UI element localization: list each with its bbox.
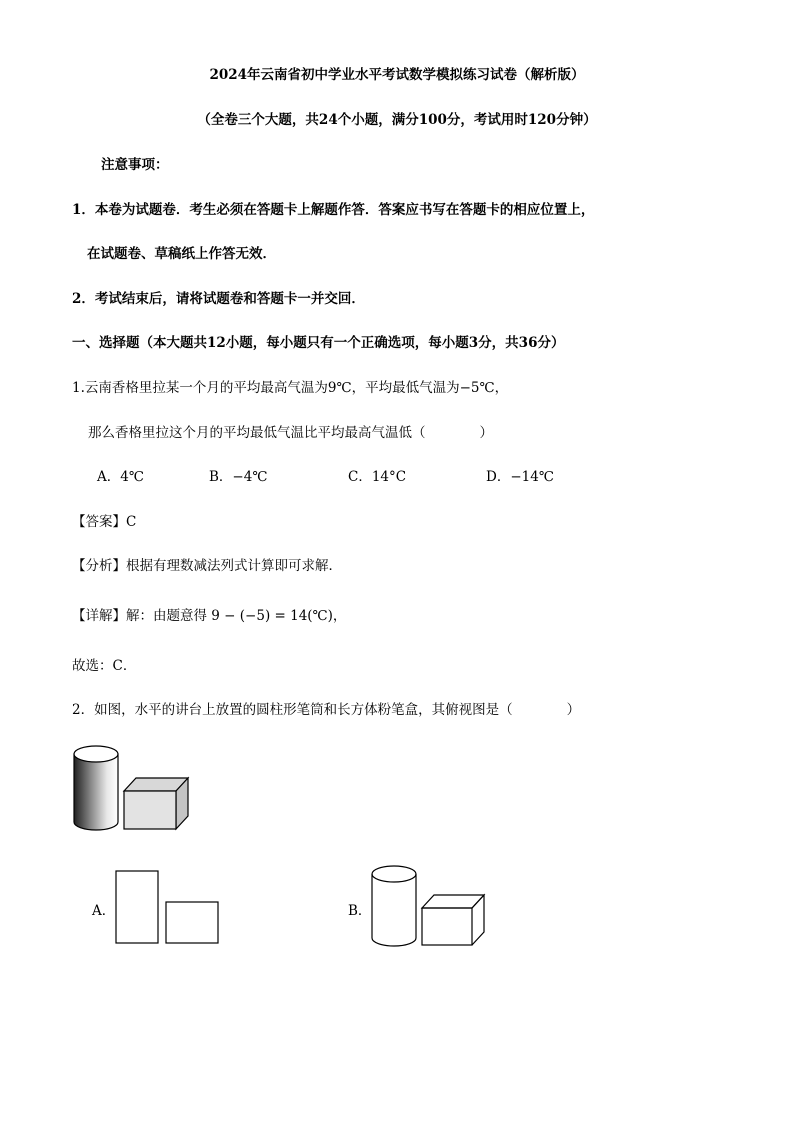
q1-option-d: D．−14℃ [486, 469, 554, 485]
q1-stem-line-1: 1.云南香格里拉某一个月的平均最高气温为9℃，平均最低气温为−5℃， [72, 380, 509, 396]
box-shape [124, 778, 188, 829]
q1-option-b: B．−4℃ [209, 469, 268, 485]
q1-option-a: A．4℃ [97, 469, 144, 485]
q1-answer: 【答案】C [72, 514, 137, 530]
section-heading-choice: 一、选择题（本大题共12小题，每小题只有一个正确选项，每小题3分，共36分） [72, 335, 565, 351]
option-a-tall-rectangle [116, 871, 158, 943]
exam-title: 2024年云南省初中学业水平考试数学模拟练习试卷（解析版） [209, 67, 585, 83]
option-b-cylinder [372, 866, 416, 946]
q2-option-b-figure [368, 862, 490, 954]
cylinder-shape [74, 746, 118, 830]
exam-subtitle: （全卷三个大题，共24个小题，满分100分，考试用时120分钟） [197, 112, 597, 128]
option-a-short-rectangle [166, 902, 218, 943]
notice-item-1-line-1: 1．本卷为试题卷．考生必须在答题卡上解题作答．答案应书写在答题卡的相应位置上， [72, 202, 595, 218]
q2-option-a-label: A． [92, 903, 116, 919]
q2-figure-cylinder-and-box [70, 742, 200, 837]
notice-item-1-line-2: 在试题卷、草稿纸上作答无效． [87, 246, 276, 262]
q2-stem: 2．如图，水平的讲台上放置的圆柱形笔筒和长方体粉笔盒，其俯视图是（ ） [72, 702, 581, 718]
notice-item-2: 2．考试结束后，请将试题卷和答题卡一并交回． [72, 291, 365, 307]
q1-option-c: C．14°C [348, 469, 407, 485]
q1-stem-line-2: 那么香格里拉这个月的平均最低气温比平均最高气温低（ ） [88, 425, 493, 441]
q1-conclusion: 故选：C． [72, 658, 137, 674]
q1-detail: 【详解】解：由题意得 9 − (−5) = 14(℃)， [72, 608, 347, 624]
notice-heading: 注意事项： [101, 157, 169, 173]
q1-analysis: 【分析】根据有理数减法列式计算即可求解． [72, 558, 342, 574]
q2-option-b-label: B． [348, 903, 372, 919]
option-b-box [422, 895, 484, 945]
q2-option-a-figure [112, 868, 224, 948]
